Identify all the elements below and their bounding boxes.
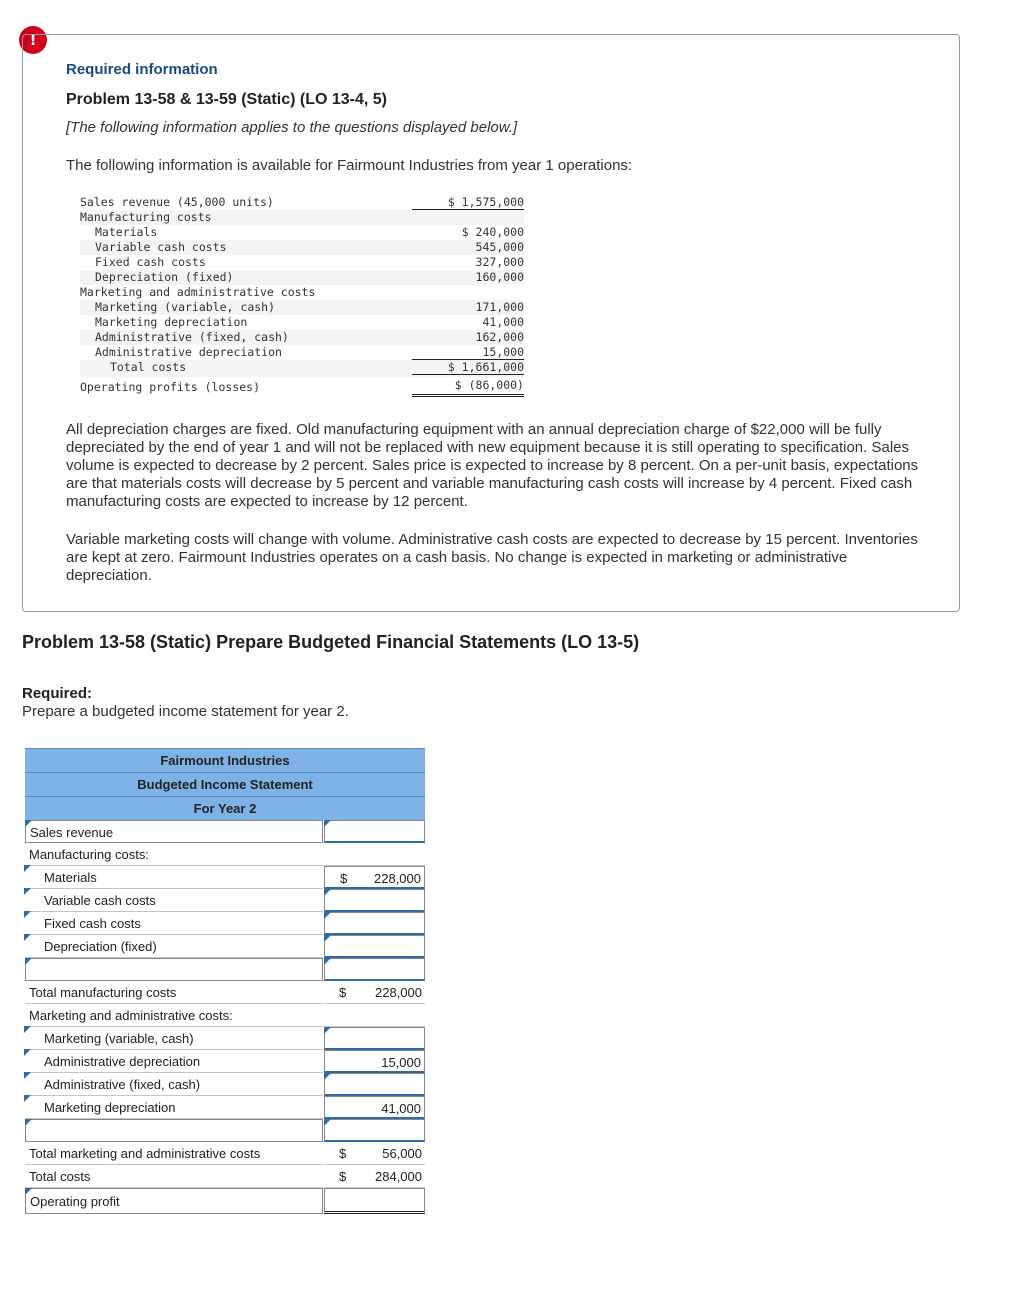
dropdown-marker-icon: [24, 1095, 31, 1102]
fin-amount: $ 1,575,000: [412, 195, 524, 210]
fin-label: Depreciation (fixed): [95, 270, 234, 284]
statement-row: [25, 1165, 425, 1188]
statement-row: [25, 1027, 425, 1050]
empty-cell: [324, 1004, 425, 1027]
amount-input[interactable]: [324, 889, 425, 912]
fin-row: [80, 315, 524, 330]
line-item-dropdown[interactable]: [25, 820, 323, 843]
line-item-dropdown[interactable]: [25, 958, 323, 981]
amount-value: 284,000: [375, 1169, 422, 1184]
fin-label: Variable cash costs: [95, 240, 227, 254]
statement-row: [25, 843, 425, 866]
statement-row: [25, 958, 425, 981]
input-marker-icon: [324, 1027, 331, 1034]
fin-amount: $ (86,000): [412, 377, 524, 397]
dropdown-marker-icon: [24, 1072, 31, 1079]
line-item-label: Total marketing and administrative costs: [29, 1146, 261, 1161]
line-item-dropdown[interactable]: [25, 935, 323, 958]
line-item-dropdown[interactable]: [25, 889, 323, 912]
fin-row: [80, 240, 524, 255]
line-item-label: Marketing and administrative costs:: [29, 1008, 233, 1023]
amount-input[interactable]: [324, 1188, 425, 1214]
fin-amount: 327,000: [475, 255, 524, 269]
statement-row: [25, 1004, 425, 1027]
total-label: [25, 981, 323, 1004]
amount-input[interactable]: [324, 912, 425, 935]
fin-label: Marketing and administrative costs: [80, 285, 316, 299]
fin-amount: 162,000: [475, 330, 524, 344]
statement-period-text: For Year 2: [193, 801, 257, 816]
assumptions-paragraph-1: All depreciation charges are fixed. Old manufacturing equipment with an annual depreciation charge of $22,000 will be fully depreciated by the end of year 1 and will not be replaced with new equipment because it is still operating to specification. Sales volume is expected to decrease by 2 percent. Sales price is expected to increase by 8 percent. On a per-unit basis, expectations are that materials costs will decrease by 5 percent and variable manufacturing cash costs will increase by 4 percent. Fixed cash manufacturing costs are expected to increase by 12 percent.: [66, 421, 919, 510]
fin-label: Administrative depreciation: [95, 345, 282, 359]
fin-row: [80, 195, 524, 210]
statement-row: [25, 1142, 425, 1165]
year1-financials-table: [80, 195, 524, 397]
required-information-heading: Required information: [66, 61, 218, 78]
line-item-dropdown[interactable]: [25, 1027, 323, 1050]
statement-row: [25, 1050, 425, 1073]
fin-label: Sales revenue (45,000 units): [80, 195, 274, 209]
fin-label: Manufacturing costs: [80, 210, 212, 224]
fin-amount: 15,000: [412, 345, 524, 360]
line-item-label: Materials: [44, 870, 97, 885]
statement-row: [25, 1096, 425, 1119]
line-item-label: Total manufacturing costs: [29, 985, 177, 1000]
dropdown-marker-icon: [24, 934, 31, 941]
statement-name-text: Budgeted Income Statement: [137, 777, 313, 792]
dollar-sign: $: [339, 1169, 347, 1184]
fin-amount: 160,000: [475, 270, 524, 284]
amount-input[interactable]: [324, 1050, 425, 1073]
fin-label: Materials: [95, 225, 158, 239]
amount-value: 15,000: [381, 1055, 421, 1070]
dollar-sign: $: [340, 871, 348, 886]
fin-row: [80, 210, 524, 225]
fin-label: Marketing depreciation: [95, 315, 248, 329]
dropdown-marker-icon: [25, 820, 32, 827]
applies-note: [The following information applies to the questions displayed below.]: [66, 119, 518, 136]
dollar-sign: $: [339, 1146, 347, 1161]
assumptions-paragraph-2: Variable marketing costs will change with volume. Administrative cash costs are expected to decrease by 15 percent. Inventories are kept at zero. Fairmount Industries operates on a cash basis. No change is expected in marketing or administrative depreciation.: [66, 531, 918, 584]
required-instructions: Prepare a budgeted income statement for year 2.: [22, 703, 349, 720]
fin-row: [80, 300, 524, 315]
alert-icon: !: [19, 26, 47, 54]
statement-rows: [25, 820, 425, 1214]
statement-row: [25, 889, 425, 912]
budgeted-income-statement: [25, 748, 425, 1214]
line-item-dropdown[interactable]: [25, 1073, 323, 1096]
fin-label: Marketing (variable, cash): [95, 300, 276, 314]
fin-row: [80, 330, 524, 345]
line-item-label: Sales revenue: [30, 825, 114, 840]
line-item-label: Manufacturing costs:: [29, 847, 149, 862]
input-marker-icon: [324, 820, 331, 827]
amount-value: 228,000: [375, 985, 422, 1000]
problem-13-58-title: Problem 13-58 (Static) Prepare Budgeted Financial Statements (LO 13-5): [22, 632, 640, 652]
statement-row: [25, 1119, 425, 1142]
statement-row: [25, 866, 425, 889]
computed-amount: [324, 1165, 425, 1188]
problem-title: Problem 13-58 & 13-59 (Static) (LO 13-4, 5): [66, 91, 387, 108]
computed-amount: [324, 1142, 425, 1165]
statement-row: [25, 820, 425, 843]
amount-value: 41,000: [381, 1101, 421, 1116]
line-item-label: Administrative (fixed, cash): [44, 1077, 201, 1092]
statement-company: [25, 748, 425, 772]
amount-input[interactable]: [324, 958, 425, 981]
line-item-label: Total costs: [29, 1169, 91, 1184]
input-marker-icon: [324, 912, 331, 919]
fin-row: [80, 377, 524, 397]
line-item-label: Administrative depreciation: [44, 1054, 201, 1069]
fin-row: [80, 255, 524, 270]
line-item-label: Marketing (variable, cash): [44, 1031, 194, 1046]
amount-input[interactable]: [324, 1073, 425, 1096]
fin-row: [80, 225, 524, 240]
amount-input[interactable]: [324, 1096, 425, 1119]
line-item-dropdown[interactable]: [25, 1050, 323, 1073]
dropdown-marker-icon: [25, 958, 32, 965]
fin-amount: $ 1,661,000: [412, 360, 524, 375]
fin-label: Administrative (fixed, cash): [95, 330, 289, 344]
amount-input[interactable]: [324, 1027, 425, 1050]
statement-row: [25, 1188, 425, 1214]
statement-period: [25, 796, 425, 820]
dropdown-marker-icon: [24, 888, 31, 895]
fin-row: [80, 360, 524, 377]
computed-amount: [324, 981, 425, 1004]
statement-row: [25, 1073, 425, 1096]
statement-row: [25, 935, 425, 958]
input-marker-icon: [324, 1073, 331, 1080]
statement-row: [25, 912, 425, 935]
fin-label: Total costs: [110, 360, 187, 374]
amount-input[interactable]: [324, 866, 425, 889]
input-marker-icon: [324, 1119, 331, 1126]
intro-text: The following information is available for Fairmount Industries from year 1 operations:: [66, 157, 633, 174]
section-label: [25, 1004, 323, 1027]
line-item-dropdown[interactable]: [25, 1119, 323, 1142]
line-item-dropdown[interactable]: [25, 1188, 323, 1214]
line-item-label: Marketing depreciation: [44, 1100, 176, 1115]
fin-row: [80, 345, 524, 360]
statement-row: [25, 981, 425, 1004]
fin-label: Operating profits (losses): [80, 380, 261, 394]
dropdown-marker-icon: [24, 1049, 31, 1056]
line-item-dropdown[interactable]: [25, 866, 323, 889]
line-item-label: Operating profit: [30, 1194, 120, 1209]
input-marker-icon: [324, 889, 331, 896]
input-marker-icon: [324, 935, 331, 942]
section-label: [25, 843, 323, 866]
fin-amount: $ 240,000: [461, 225, 524, 239]
dropdown-marker-icon: [24, 911, 31, 918]
fin-row: [80, 285, 524, 300]
amount-value: 228,000: [374, 871, 421, 886]
fin-amount: 41,000: [482, 315, 524, 329]
dollar-sign: $: [339, 985, 347, 1000]
input-marker-icon: [324, 958, 331, 965]
amount-input[interactable]: [324, 820, 425, 843]
dropdown-marker-icon: [25, 1119, 32, 1126]
amount-value: 56,000: [382, 1146, 422, 1161]
amount-input[interactable]: [324, 935, 425, 958]
line-item-label: Fixed cash costs: [44, 916, 141, 931]
amount-input[interactable]: [324, 1119, 425, 1142]
line-item-label: Variable cash costs: [44, 893, 156, 908]
required-label: Required:: [22, 685, 93, 702]
dropdown-marker-icon: [25, 1188, 32, 1195]
required-information-box: [22, 34, 960, 612]
line-item-dropdown[interactable]: [25, 1096, 323, 1119]
dropdown-marker-icon: [24, 865, 31, 872]
fin-row: [80, 270, 524, 285]
fin-amount: 171,000: [475, 300, 524, 314]
line-item-dropdown[interactable]: [25, 912, 323, 935]
fin-amount: 545,000: [475, 240, 524, 254]
line-item-label: Depreciation (fixed): [44, 939, 157, 954]
total-label: [25, 1165, 323, 1188]
statement-name: [25, 772, 425, 796]
statement-company-text: Fairmount Industries: [160, 753, 290, 768]
empty-cell: [324, 843, 425, 866]
dropdown-marker-icon: [24, 1026, 31, 1033]
fin-label: Fixed cash costs: [95, 255, 206, 269]
total-label: [25, 1142, 323, 1165]
